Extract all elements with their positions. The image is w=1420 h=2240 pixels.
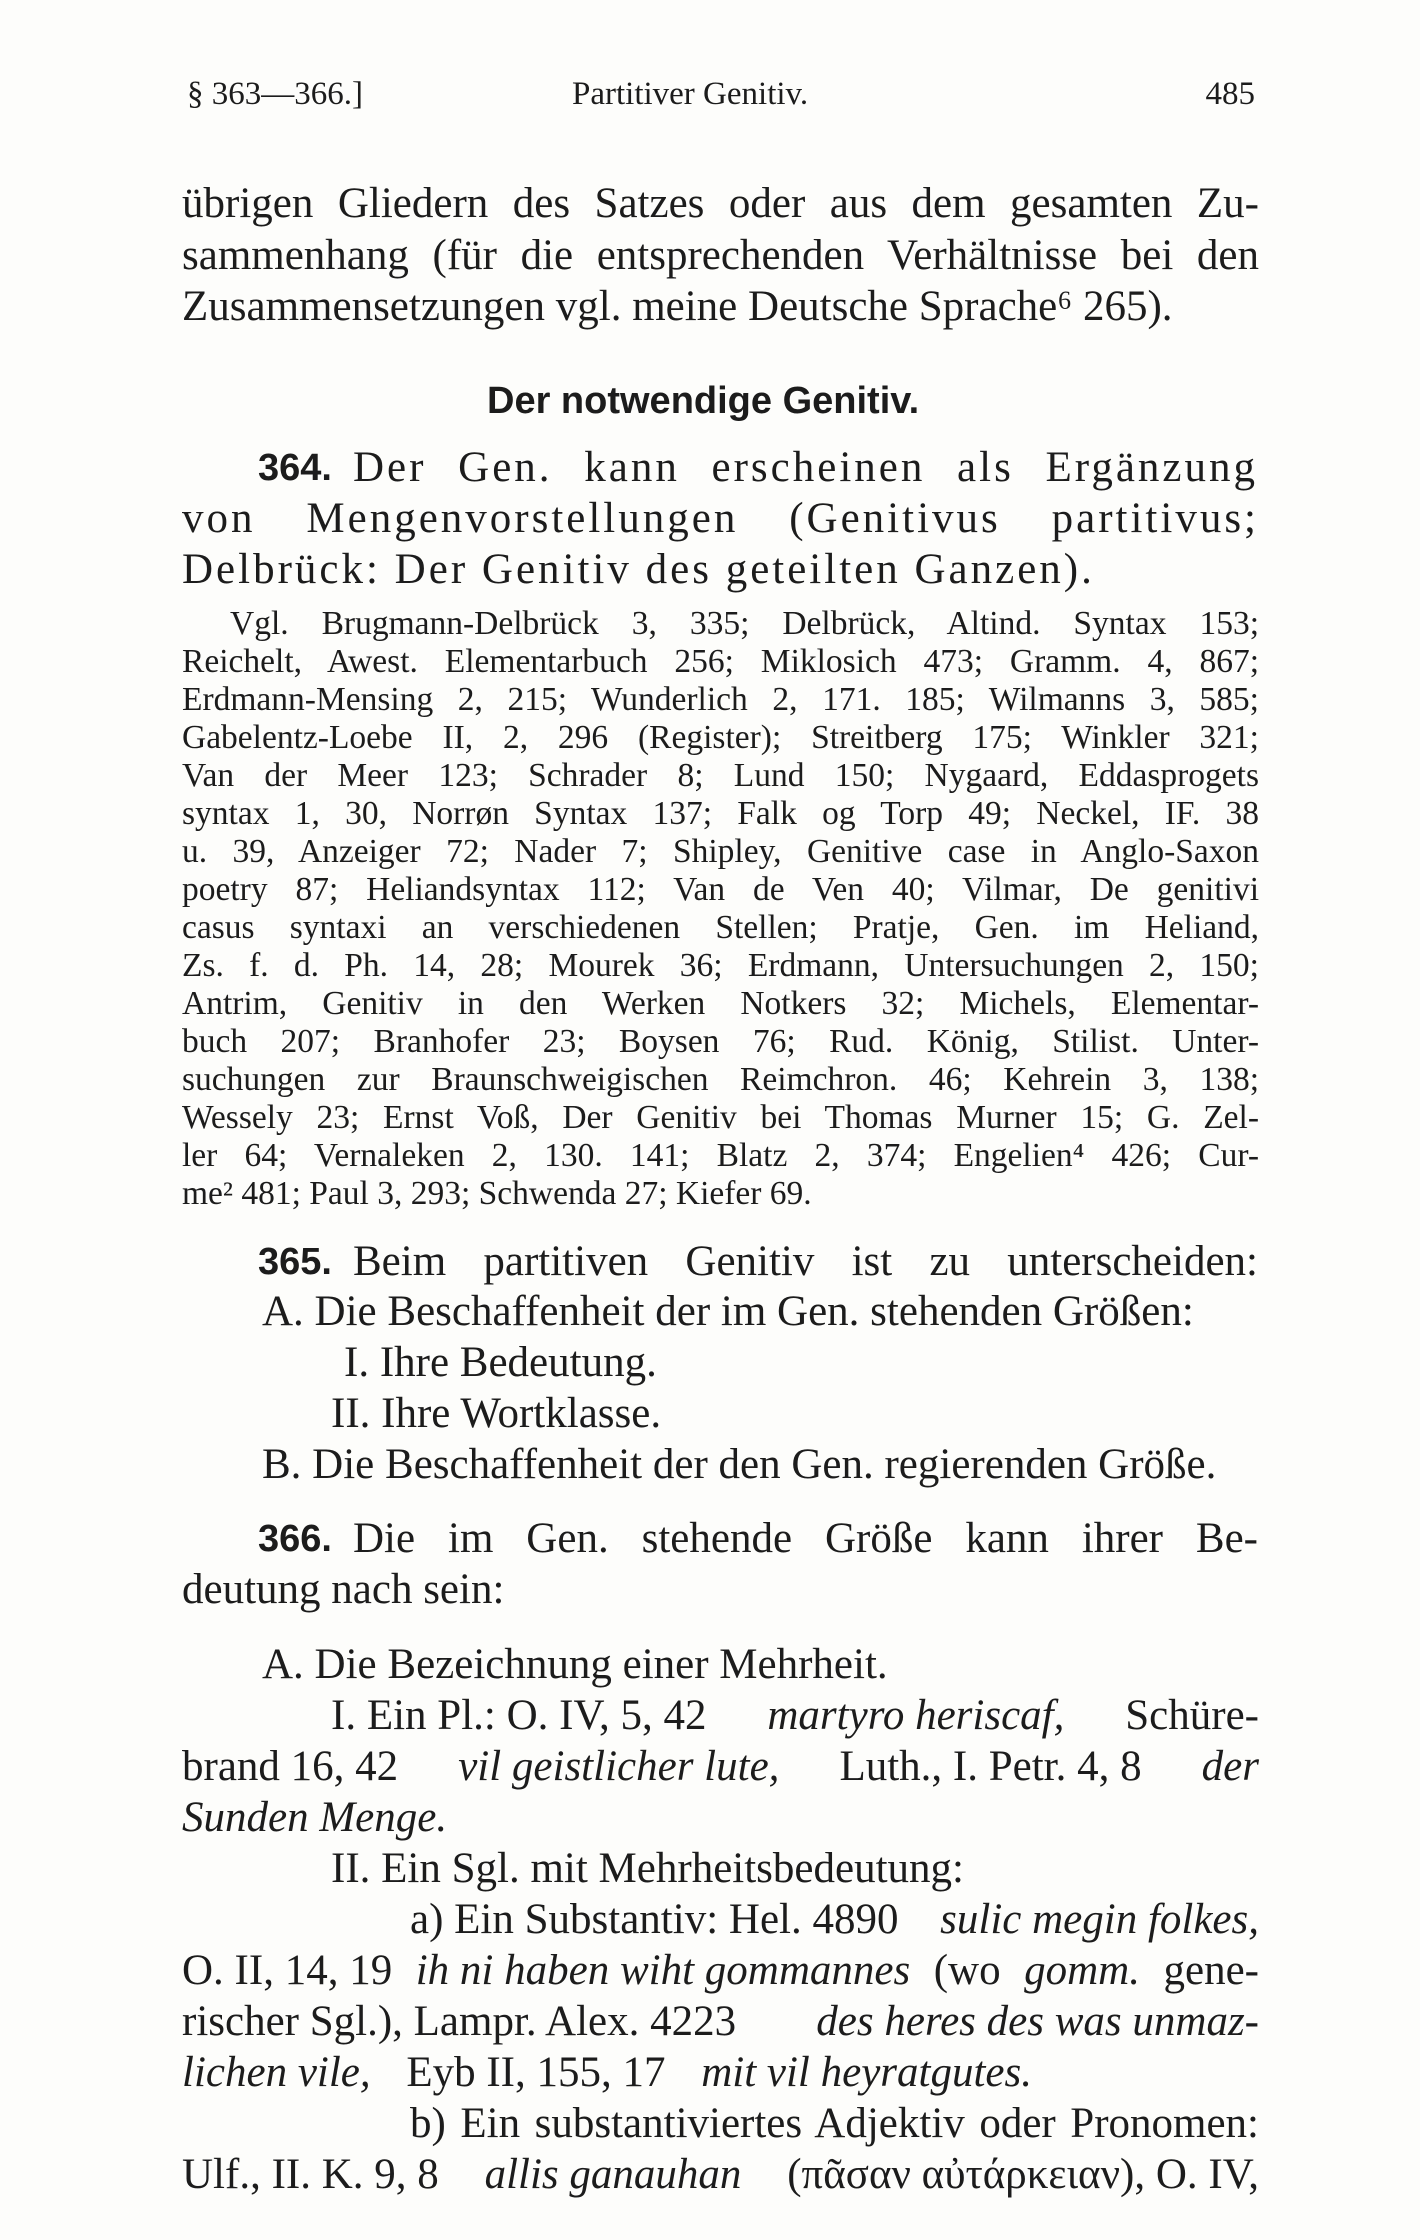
- body-text: gene-: [1163, 1947, 1259, 1994]
- reference-line: buch 207; Branhofer 23; Boysen 76; Rud. König, Stilist. Unter-: [182, 1023, 1259, 1060]
- section-range: § 363—366.]: [187, 76, 363, 112]
- body-text: Ulf., II. K. 9, 8: [182, 2151, 439, 2198]
- page-number: 485: [1205, 76, 1255, 112]
- example-text: sulic megin folkes,: [940, 1896, 1259, 1943]
- running-title: Partitiver Genitiv.: [572, 76, 809, 112]
- reference-line: u. 39, Anzeiger 72; Nader 7; Shipley, Genitive case in Anglo-Saxon: [182, 833, 1259, 870]
- body-line: von Mengenvorstellungen (Genitivus partitivus;: [182, 495, 1259, 542]
- body-line: [182, 2000, 1259, 2043]
- reference-line: Reichelt, Awest. Elementarbuch 256; Miklosich 473; Gramm. 4, 867;: [182, 643, 1259, 680]
- body-line: [182, 1796, 1250, 1839]
- example-text: mit vil heyratgutes.: [701, 2049, 1032, 2096]
- example-text: des heres des was unmaz-: [816, 1998, 1259, 2045]
- body-text: rischer Sgl.), Lampr. Alex. 4223: [182, 1998, 737, 2045]
- example-text: Sunden Menge.: [182, 1794, 448, 1841]
- reference-line: Erdmann-Mensing 2, 215; Wunderlich 2, 171. 185; Wilmanns 3, 585;: [182, 681, 1259, 718]
- reference-line: Vgl. Brugmann-Delbrück 3, 335; Delbrück, Altind. Syntax 153;: [230, 605, 1259, 642]
- section-number: 366.: [258, 1518, 332, 1560]
- body-line: [182, 2153, 1259, 2196]
- body-line: [182, 2051, 1032, 2094]
- reference-line: Van der Meer 123; Schrader 8; Lund 150; Nygaard, Eddasprogets: [182, 757, 1259, 794]
- reference-line: me² 481; Paul 3, 293; Schwenda 27; Kiefer 69.: [182, 1175, 812, 1212]
- example-text: martyro heriscaf,: [767, 1692, 1065, 1739]
- example-text: lichen vile,: [182, 2049, 371, 2096]
- body-text: (πᾶσαν αὐτάρκειαν), O. IV,: [787, 2151, 1259, 2198]
- section-number: 364.: [258, 447, 332, 489]
- body-text: brand 16, 42: [182, 1743, 399, 1790]
- reference-line: casus syntaxi an verschiedenen Stellen; Pratje, Gen. im Heliand,: [182, 909, 1259, 946]
- example-text: allis ganauhan: [484, 2151, 742, 2198]
- outline-a: A. Die Bezeichnung einer Mehrheit.: [262, 1641, 888, 1688]
- outline-i: I. Ihre Bedeutung.: [344, 1339, 657, 1386]
- body-text: O. II, 14, 19: [182, 1947, 393, 1994]
- body-line: übrigen Gliedern des Satzes oder aus dem gesamten Zu-: [182, 180, 1259, 227]
- reference-line: ler 64; Vernaleken 2, 130. 141; Blatz 2, 374; Engelien⁴ 426; Cur-: [182, 1137, 1259, 1174]
- body-text: (wo: [933, 1947, 1001, 1994]
- body-line: Zusammensetzungen vgl. meine Deutsche Sprache⁶ 265).: [182, 283, 1173, 330]
- outline-ii: II. Ein Sgl. mit Mehrheitsbedeutung:: [331, 1845, 964, 1892]
- body-text: Luth., I. Petr. 4, 8: [839, 1743, 1142, 1790]
- body-line: [182, 1745, 1259, 1788]
- body-line: Delbrück: Der Genitiv des geteilten Ganzen).: [182, 546, 1095, 593]
- outline-b: B. Die Beschaffenheit der den Gen. regierenden Größe.: [262, 1441, 1217, 1488]
- example-text: gomm.: [1024, 1947, 1140, 1994]
- example-text: ih ni haben wiht gommannes: [415, 1947, 911, 1994]
- reference-line: Wessely 23; Ernst Voß, Der Genitiv bei Thomas Murner 15; G. Zel-: [182, 1099, 1259, 1136]
- example-text: vil geistlicher lute,: [458, 1743, 780, 1790]
- body-text: Schüre-: [1125, 1692, 1259, 1739]
- outline-ii: II. Ihre Wortklasse.: [331, 1390, 662, 1437]
- outline-a: A. Die Beschaffenheit der im Gen. stehenden Größen:: [262, 1288, 1194, 1335]
- body-text: Der Gen. kann erscheinen als Ergänzung: [353, 444, 1258, 491]
- reference-line: poetry 87; Heliandsyntax 112; Van de Ven 40; Vilmar, De genitivi: [182, 871, 1259, 908]
- body-line: b) Ein substantiviertes Adjektiv oder Pronomen:: [410, 2100, 1259, 2147]
- body-text: Eyb II, 155, 17: [406, 2049, 666, 2096]
- reference-line: Antrim, Genitiv in den Werken Notkers 32; Michels, Elementar-: [182, 985, 1259, 1022]
- section-number: 365.: [258, 1241, 332, 1283]
- body-text: Beim partitiven Genitiv ist zu unterscheiden:: [353, 1238, 1258, 1285]
- body-line: [410, 1898, 1259, 1941]
- body-text: Die im Gen. stehende Größe kann ihrer Be-: [353, 1515, 1258, 1562]
- reference-line: syntax 1, 30, Norrøn Syntax 137; Falk og Torp 49; Neckel, IF. 38: [182, 795, 1259, 832]
- reference-line: suchungen zur Braunschweigischen Reimchron. 46; Kehrein 3, 138;: [182, 1061, 1259, 1098]
- example-text: der: [1201, 1743, 1259, 1790]
- reference-line: Zs. f. d. Ph. 14, 28; Mourek 36; Erdmann, Untersuchungen 2, 150;: [182, 947, 1259, 984]
- reference-line: Gabelentz-Loebe II, 2, 296 (Register); Streitberg 175; Winkler 321;: [182, 719, 1259, 756]
- body-line: deutung nach sein:: [182, 1566, 505, 1613]
- body-line: [331, 1694, 1259, 1737]
- body-text: I. Ein Pl.: O. IV, 5, 42: [331, 1692, 707, 1739]
- section-heading: Der notwendige Genitiv.: [487, 380, 920, 422]
- body-line: [182, 1949, 1259, 1992]
- body-text: a) Ein Substantiv: Hel. 4890: [410, 1896, 899, 1943]
- body-line: sammenhang (für die entsprechenden Verhältnisse bei den: [182, 232, 1259, 279]
